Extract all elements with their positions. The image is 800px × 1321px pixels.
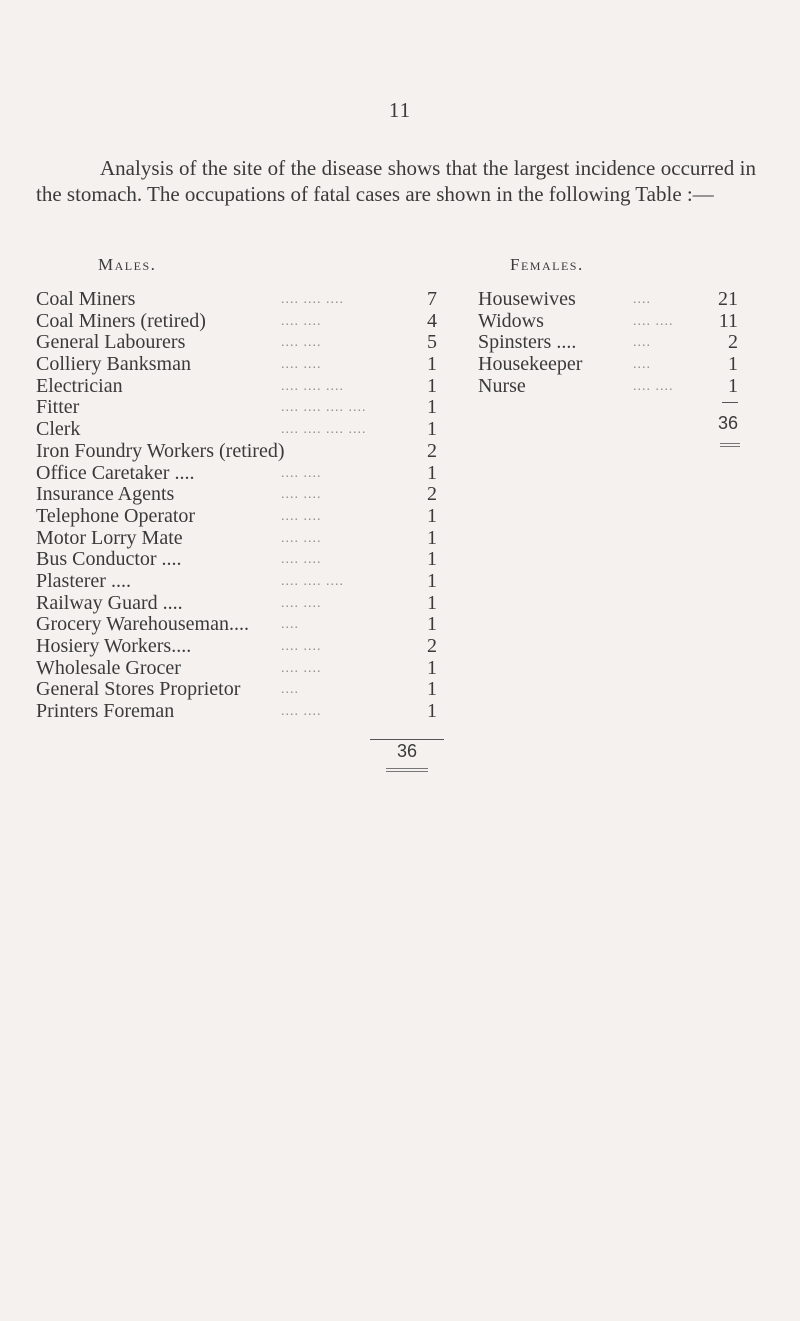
- leader-dots: .... .... ....: [281, 573, 344, 589]
- occupation-label: Hosiery Workers....: [36, 635, 192, 657]
- occupation-label: Coal Miners: [36, 288, 136, 310]
- occupation-label: Colliery Banksman: [36, 353, 191, 376]
- count-value: 1: [427, 418, 437, 441]
- males-heading: Males.: [98, 255, 157, 274]
- table-row: [36, 658, 436, 680]
- table-row: [36, 354, 436, 376]
- table-row: [36, 506, 436, 528]
- leader-dots: .... .... .... ....: [281, 400, 367, 416]
- table-row: [478, 289, 738, 311]
- table-row: [36, 593, 436, 615]
- count-value: 5: [427, 331, 437, 354]
- females-total-rule: [722, 402, 738, 403]
- leader-dots: .... .... .... ....: [281, 422, 367, 438]
- table-row: [478, 311, 738, 333]
- females-total: 36: [717, 413, 739, 433]
- count-value: 1: [427, 613, 437, 636]
- leader-dots: .... ....: [281, 704, 322, 720]
- occupation-label: Insurance Agents: [36, 483, 175, 506]
- leader-dots: ....: [633, 335, 651, 351]
- occupation-label: Fitter: [36, 396, 80, 419]
- leader-dots: ....: [281, 617, 299, 633]
- males-double-rule: [386, 768, 428, 772]
- table-row: [36, 441, 436, 463]
- intro-paragraph: Analysis of the site of the disease shows that the largest incidence occurred in the stomach. The occupations of fatal cases are shown in the following Table :—: [36, 156, 756, 206]
- count-value: 1: [427, 569, 437, 592]
- table-row: [478, 332, 738, 354]
- leader-dots: .... ....: [281, 508, 322, 524]
- leader-dots: ....: [633, 292, 651, 307]
- table-row: [36, 311, 436, 333]
- leader-dots: .... ....: [633, 313, 674, 329]
- leader-dots: .... ....: [281, 639, 322, 654]
- occupation-label: Grocery Warehouseman....: [36, 613, 249, 636]
- females-heading: Females.: [510, 255, 584, 274]
- count-value: 1: [728, 374, 738, 397]
- count-value: 1: [427, 353, 437, 376]
- table-row: [478, 354, 738, 376]
- occupation-label: Bus Conductor ....: [36, 548, 182, 571]
- count-value: 1: [427, 700, 437, 723]
- leader-dots: .... ....: [281, 357, 322, 373]
- occupation-label: Clerk: [36, 418, 81, 441]
- occupation-label: Coal Miners (retired): [36, 309, 206, 332]
- table-row: [36, 484, 436, 506]
- males-total: 36: [396, 741, 418, 761]
- leader-dots: .... ....: [281, 487, 322, 503]
- count-value: 1: [427, 504, 437, 527]
- page-number: 11: [388, 98, 412, 122]
- count-value: 1: [427, 678, 437, 701]
- leader-dots: .... ....: [281, 335, 322, 351]
- table-row: [36, 571, 436, 593]
- occupation-label: Nurse: [478, 374, 526, 397]
- occupation-label: Wholesale Grocer: [36, 656, 181, 679]
- leader-dots: .... ....: [281, 660, 322, 676]
- occupation-label: Housekeeper: [478, 353, 583, 376]
- occupation-label: General Stores Proprietor: [36, 678, 241, 701]
- occupation-label: Electrician: [36, 374, 123, 397]
- leader-dots: ....: [633, 357, 651, 373]
- table-row: [36, 376, 436, 398]
- table-row: [36, 701, 436, 723]
- table-row: [36, 679, 436, 701]
- count-value: 1: [427, 461, 437, 484]
- table-row: [36, 463, 436, 485]
- count-value: 1: [427, 374, 437, 397]
- table-row: [36, 397, 436, 419]
- occupation-label: Housewives: [478, 288, 576, 310]
- count-value: 1: [728, 353, 738, 376]
- occupation-label: Widows: [478, 309, 544, 332]
- occupation-label: Railway Guard ....: [36, 591, 183, 614]
- count-value: 2: [728, 331, 738, 354]
- count-value: 7: [427, 288, 437, 310]
- count-value: 2: [427, 439, 437, 462]
- females-table: [478, 289, 738, 397]
- occupation-label: Spinsters ....: [478, 331, 577, 354]
- occupation-label: Iron Foundry Workers (retired): [36, 439, 285, 462]
- count-value: 1: [427, 396, 437, 419]
- table-row: [36, 549, 436, 571]
- occupation-label: General Labourers: [36, 331, 186, 354]
- count-value: 11: [718, 309, 738, 332]
- count-value: 1: [427, 656, 437, 679]
- occupation-label: Plasterer ....: [36, 569, 131, 592]
- females-double-rule: [720, 443, 740, 447]
- table-row: [478, 376, 738, 398]
- leader-dots: .... ....: [633, 378, 674, 394]
- table-row: [36, 419, 436, 441]
- leader-dots: .... ....: [281, 595, 322, 611]
- occupation-label: Telephone Operator: [36, 504, 196, 527]
- count-value: 1: [427, 548, 437, 571]
- leader-dots: .... ....: [281, 530, 322, 546]
- count-value: 2: [427, 483, 437, 506]
- leader-dots: .... .... ....: [281, 378, 344, 394]
- leader-dots: .... ....: [281, 465, 322, 481]
- table-row: [36, 332, 436, 354]
- count-value: 1: [427, 591, 437, 614]
- table-row: [36, 614, 436, 636]
- occupation-label: Motor Lorry Mate: [36, 526, 183, 549]
- table-row: [36, 636, 436, 658]
- leader-dots: .... ....: [281, 313, 322, 329]
- males-total-rule: [370, 739, 444, 740]
- count-value: 4: [427, 309, 437, 332]
- table-row: [36, 289, 436, 311]
- leader-dots: .... .... ....: [281, 292, 344, 307]
- males-table: [36, 289, 436, 723]
- leader-dots: ....: [281, 682, 299, 698]
- occupation-label: Office Caretaker ....: [36, 461, 195, 484]
- count-value: 2: [427, 635, 437, 657]
- leader-dots: .... ....: [281, 552, 322, 568]
- table-row: [36, 528, 436, 550]
- occupation-label: Printers Foreman: [36, 700, 175, 723]
- count-value: 21: [718, 288, 738, 310]
- count-value: 1: [427, 526, 437, 549]
